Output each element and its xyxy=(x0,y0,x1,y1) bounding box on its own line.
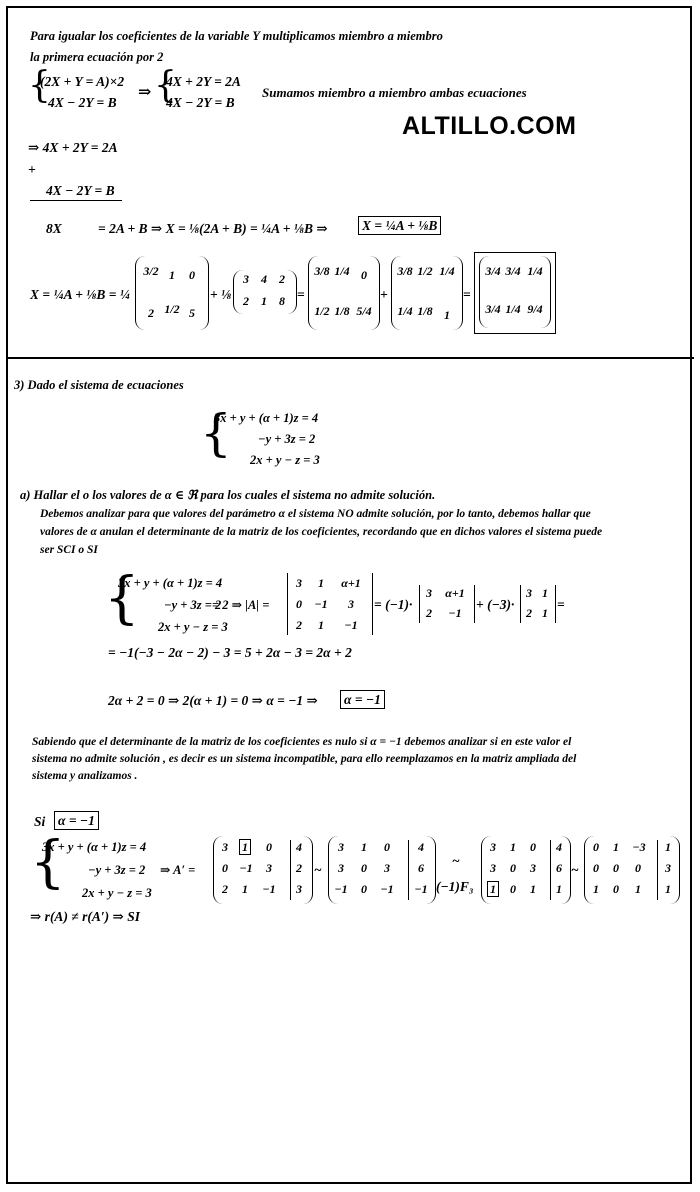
sum-note: Sumamos miembro a miembro ambas ecuaciones xyxy=(262,85,527,100)
det-sub2-cell: 1 xyxy=(542,606,548,620)
tilde-3: ~ xyxy=(571,862,579,877)
det-sub2-cell: 3 xyxy=(526,586,532,600)
det-cell: −1 xyxy=(314,597,328,611)
aug-eq1: 3x + y + (α + 1)z = 4 xyxy=(42,840,147,854)
system-right-eq2: 4X − 2Y = B xyxy=(166,95,235,110)
det-plus: + (−3)· xyxy=(476,597,515,612)
aug3-cell: 4 xyxy=(556,840,562,854)
aug2-cell: 6 xyxy=(418,861,424,875)
know-line-1: Sabiendo que el determinante de la matriz de los coeficientes es nulo si α = −1 debemos analizar si en este valor el xyxy=(32,736,572,748)
aug3-pivot xyxy=(485,882,501,897)
m1-cell: 1 xyxy=(169,268,175,282)
aug1-cell: 2 xyxy=(296,861,302,875)
tilde-1: ~ xyxy=(314,862,322,877)
aug4-cell: 1 xyxy=(593,882,599,896)
aug4-cell: 0 xyxy=(635,861,641,875)
det-result: = −1(−3 − 2α − 2) − 3 = 5 + 2α − 3 = 2α + 2 xyxy=(108,645,352,660)
m3-cell: 1/2 xyxy=(314,304,330,318)
aug3-cell: 1 xyxy=(487,881,499,897)
m1-cell: 5 xyxy=(189,306,195,320)
final-eq-2: = xyxy=(463,287,471,302)
det-sys-eq2: −y + 3z = 2 xyxy=(164,598,222,612)
aug3-cell: 6 xyxy=(556,861,562,875)
m1-cell: 3/2 xyxy=(143,264,159,278)
aug3-cell: 0 xyxy=(530,840,536,854)
aug3-cell: 1 xyxy=(530,882,536,896)
aug1-cell: 2 xyxy=(222,882,228,896)
det-sys-eq3: 2x + y − z = 3 xyxy=(158,620,228,634)
a-heading: a) Hallar el o los valores de α ∈ ℜ para los cuales el sistema no admite solución. xyxy=(20,488,436,502)
aug2-cell: 1 xyxy=(361,840,367,854)
part2-title: 3) Dado el sistema de ecuaciones xyxy=(14,378,184,392)
aug3-cell: 1 xyxy=(510,840,516,854)
system-left-eq2: 4X − 2Y = B xyxy=(48,95,117,110)
aug3-cell: 3 xyxy=(490,861,496,875)
system3-eq2: −y + 3z = 2 xyxy=(258,432,316,446)
result-lhs: 8X xyxy=(46,221,62,236)
a-text-2: valores de α anulan el determinante de la matriz de los coeficientes, recordando que en dichos valores el sistema puede xyxy=(40,526,603,538)
m5-cell: 3/4 xyxy=(485,302,501,316)
brace-augmented: { xyxy=(30,830,66,895)
m2-cell: 8 xyxy=(279,294,285,308)
system-right-eq1: 4X + 2Y = 2A xyxy=(166,74,241,89)
aug1-cell: 0 xyxy=(266,840,272,854)
sum-rule xyxy=(30,200,122,201)
m4-cell: 1 xyxy=(444,308,450,322)
aug1-cell: −1 xyxy=(262,882,276,896)
aug-eq3: 2x + y − z = 3 xyxy=(82,886,152,900)
aug1-cell: 3 xyxy=(222,840,228,854)
intro-line-2: la primera ecuación por 2 xyxy=(30,50,164,64)
aug3-cell: 0 xyxy=(510,882,516,896)
m3-cell: 1/8 xyxy=(334,304,350,318)
alpha-box-text: α = −1 xyxy=(340,690,385,709)
a-text-1: Debemos analizar para que valores del parámetro α el sistema NO admite solución, por lo tanto, debemos hallar que xyxy=(40,508,591,520)
m3-cell: 5/4 xyxy=(356,304,372,318)
aug4-cell: 0 xyxy=(613,861,619,875)
det-cell: 2 xyxy=(296,618,302,632)
m4-cell: 1/2 xyxy=(417,264,433,278)
aug1-cell: 4 xyxy=(296,840,302,854)
det-sub2-cell: 1 xyxy=(542,586,548,600)
system3-eq1: 3x + y + (α + 1)z = 4 xyxy=(214,411,319,425)
aug-matrix-2-bar xyxy=(408,840,409,900)
intro-line-1: Para igualar los coeficientes de la variable Y multiplicamos miembro a miembro xyxy=(30,29,443,43)
aug4-cell: 1 xyxy=(665,840,671,854)
aug4-cell: 1 xyxy=(635,882,641,896)
m4-cell: 1/8 xyxy=(417,304,433,318)
m4-cell: 1/4 xyxy=(439,264,455,278)
know-line-3: sistema y analizamos . xyxy=(32,770,138,782)
brace-right-system: { xyxy=(154,65,177,106)
aug1-cell: 1 xyxy=(239,839,251,855)
aug3-cell: 3 xyxy=(490,840,496,854)
aug2-cell: 3 xyxy=(338,861,344,875)
m2-cell: 1 xyxy=(261,294,267,308)
sum-step-2: 4X − 2Y = B xyxy=(46,183,115,198)
a-text-3: ser SCI o SI xyxy=(40,544,98,556)
det-cell: α+1 xyxy=(341,576,361,590)
final-plus-2: + xyxy=(380,287,388,302)
det-sub1-cell: 3 xyxy=(426,586,432,600)
aug1-cell: 3 xyxy=(296,882,302,896)
aug4-cell: 0 xyxy=(613,882,619,896)
det-eq: = xyxy=(557,597,565,612)
m5-cell: 3/4 xyxy=(485,264,501,278)
si-box xyxy=(54,812,99,830)
aug1-cell: −1 xyxy=(239,861,253,875)
m5-cell: 3/4 xyxy=(505,264,521,278)
m2-cell: 3 xyxy=(243,272,249,286)
implies-arrow: ⇒ xyxy=(138,84,152,101)
aug1-pivot xyxy=(237,840,253,855)
brace-left-system: { xyxy=(28,65,51,106)
m5-cell: 1/4 xyxy=(527,264,543,278)
m5-cell: 9/4 xyxy=(527,302,543,316)
m2-cell: 2 xyxy=(279,272,285,286)
m5-cell: 1/4 xyxy=(505,302,521,316)
result-box xyxy=(358,217,441,235)
m1-cell: 0 xyxy=(189,268,195,282)
det-sys-eq2-tail: = 2 ⇒ |A| = xyxy=(212,598,270,612)
aug4-cell: 3 xyxy=(665,861,671,875)
aug1-cell: 1 xyxy=(242,882,248,896)
result-rhs: = 2A + B ⇒ X = ⅛(2A + B) = ¼A + ⅛B ⇒ xyxy=(98,221,328,236)
conclusion: ⇒ r(A) ≠ r(A′) ⇒ SI xyxy=(30,909,140,924)
aug-aprime-label: ⇒ A′ = xyxy=(160,863,196,877)
m2-cell: 2 xyxy=(243,294,249,308)
m4-cell: 1/4 xyxy=(397,304,413,318)
det-cell: 3 xyxy=(296,576,302,590)
m2-cell: 4 xyxy=(261,272,267,286)
m3-cell: 0 xyxy=(361,268,367,282)
sum-step-1: ⇒ 4X + 2Y = 2A xyxy=(28,140,118,155)
tilde-2: ~ xyxy=(452,853,460,868)
det-sub2-cell: 2 xyxy=(526,606,532,620)
det-cell: −1 xyxy=(344,618,358,632)
m1-cell: 1/2 xyxy=(164,302,180,316)
aug3-cell: 1 xyxy=(556,882,562,896)
final-lhs: X = ¼A + ⅛B = ¼ xyxy=(30,287,130,302)
aug1-cell: 0 xyxy=(222,861,228,875)
det-cell: 3 xyxy=(348,597,354,611)
aug2-cell: 3 xyxy=(338,840,344,854)
aug4-cell: −3 xyxy=(632,840,646,854)
det-expand: = (−1)· xyxy=(374,597,413,612)
det-sub1-cell: −1 xyxy=(448,606,462,620)
brace-det-system: { xyxy=(104,566,140,631)
aug4-cell: 1 xyxy=(665,882,671,896)
aug2-cell: −1 xyxy=(414,882,428,896)
brace-system-3: { xyxy=(200,404,232,462)
aug2-cell: 0 xyxy=(361,861,367,875)
system3-eq3: 2x + y − z = 3 xyxy=(250,453,320,467)
section-divider xyxy=(6,357,694,359)
m3-cell: 3/8 xyxy=(314,264,330,278)
det-cell: 0 xyxy=(296,597,302,611)
know-line-2: sistema no admite solución , es decir es un sistema incompatible, para ello reemplazamos en la matriz ampliada del xyxy=(32,753,577,765)
aug3-cell: 0 xyxy=(510,861,516,875)
det-sys-eq1: 3x + y + (α + 1)z = 4 xyxy=(118,576,223,590)
det-cell: 1 xyxy=(318,576,324,590)
final-plus-eighth: + ⅛ xyxy=(210,287,232,302)
system-left-eq1: (2X + Y = A)×2 xyxy=(40,74,125,89)
aug2-cell: 3 xyxy=(384,861,390,875)
aug4-cell: 0 xyxy=(593,861,599,875)
aug1-cell: 3 xyxy=(266,861,272,875)
aug2-cell: 4 xyxy=(418,840,424,854)
aug4-cell: 1 xyxy=(613,840,619,854)
det-sub1-cell: α+1 xyxy=(445,586,465,600)
aug-matrix-4-bar xyxy=(657,840,658,900)
aug3-cell: 3 xyxy=(530,861,536,875)
aug-eq2: −y + 3z = 2 xyxy=(88,863,146,877)
si-box-text: α = −1 xyxy=(54,811,99,830)
aug2-cell: −1 xyxy=(334,882,348,896)
aug2-cell: −1 xyxy=(380,882,394,896)
aug2-cell: 0 xyxy=(361,882,367,896)
final-eq-1: = xyxy=(297,287,305,302)
altillo-logo: ALTILLO.COM xyxy=(402,112,577,140)
det-sub1-cell: 2 xyxy=(426,606,432,620)
aug4-cell: 0 xyxy=(593,840,599,854)
row-op-f3: (−1)F₃ xyxy=(436,879,474,894)
result-box-text: X = ¼A + ⅛B xyxy=(358,216,441,235)
alpha-solve: 2α + 2 = 0 ⇒ 2(α + 1) = 0 ⇒ α = −1 ⇒ xyxy=(108,693,318,708)
sum-plus: + xyxy=(28,162,36,177)
si-label: Si xyxy=(34,814,46,829)
det-cell: 1 xyxy=(318,618,324,632)
aug2-cell: 0 xyxy=(384,840,390,854)
m3-cell: 1/4 xyxy=(334,264,350,278)
alpha-box xyxy=(340,691,385,709)
m4-cell: 3/8 xyxy=(397,264,413,278)
m1-cell: 2 xyxy=(148,306,154,320)
